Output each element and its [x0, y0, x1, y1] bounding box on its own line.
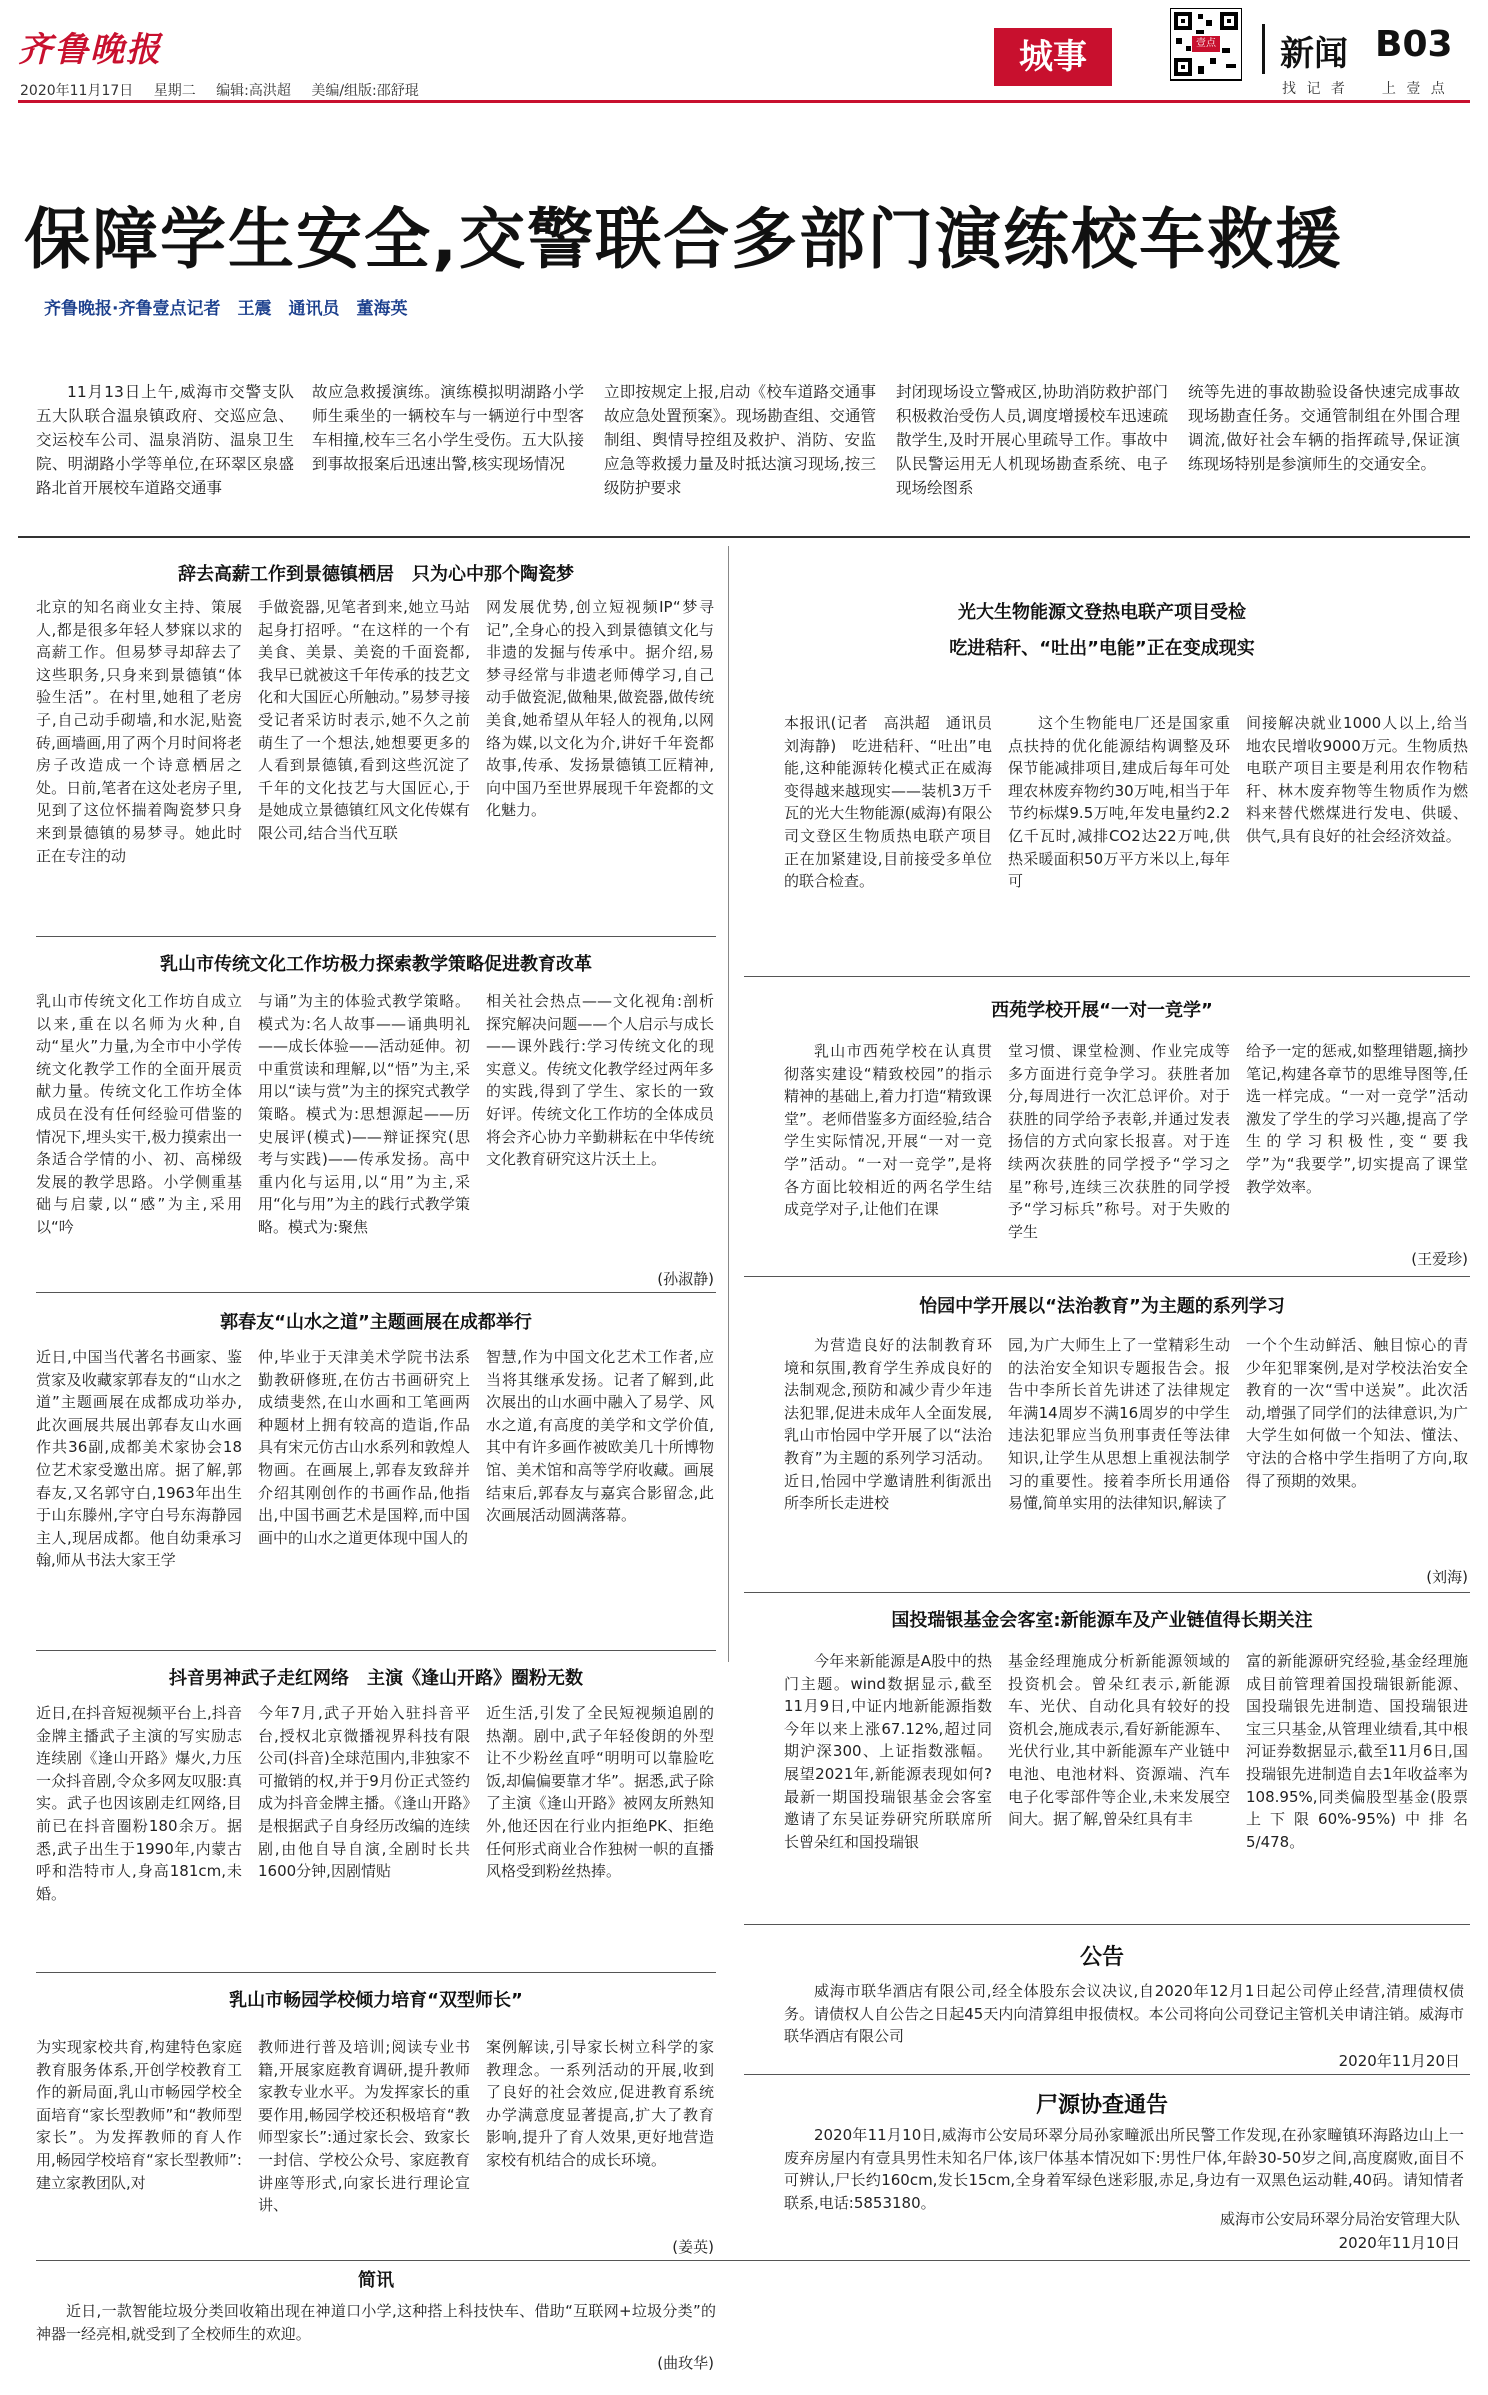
article-title: 光大生物能源文登热电联产项目受检 — [958, 602, 1246, 623]
notice-date: 2020年11月20日 — [1338, 2052, 1460, 2070]
notice-date: 2020年11月10日 — [1338, 2234, 1460, 2252]
lead-col-2: 故应急救援演练。演练模拟明湖路小学师生乘坐的一辆校车与一辆逆行中型客车相撞,校车三名小学生受伤。五大队接到事故报案后迅速出警,核实现场情况 — [312, 383, 584, 473]
section-tab: 城事 — [994, 28, 1112, 86]
article-col: 近日,在抖音短视频平台上,抖音金牌主播武子主演的写实励志连续剧《逢山开路》爆火,力压一众抖音剧,令众多网友叹服:真实。武子也因该剧走红网络,目前已在抖音圈粉180余万。据悉,武子出生于1990年,内蒙古呼和浩特市人,身高181cm,未婚。 — [36, 1704, 242, 1903]
article-col: 手做瓷器,见笔者到来,她立马站起身打招呼。“在这样的一个有美食、美景、美瓷的千面瓷都,我早已就被这千年传承的技艺文化和大国匠心所触动。”易梦寻接受记者采访时表示,她不久之前萌生了一个想法,她想要更多的人看到景德镇,看到这些沉淀了千年的文化技艺与大国匠心,于是她成立景德镇红风文化传媒有限公司,结合当代互联 — [258, 598, 470, 842]
article-subtitle: 吃进秸秆、“吐出”电能”正在变成现实 — [949, 638, 1255, 659]
notice-text: 威海市联华酒店有限公司,经全体股东会议决议,自2020年12月1日起公司停止经营,清理债权债务。请债权人自公告之日起45天内向清算组申报债权。本公司将向公司登记主管机关申请注销。威海市联华酒店有限公司 — [784, 1982, 1464, 2046]
article-title: 抖音男神武子走红网络 主演《逢山开路》圈粉无数 — [169, 1668, 583, 1689]
notice-text: 2020年11月10日,威海市公安局环翠分局孙家疃派出所民警工作发现,在孙家疃镇环海路边山上一废弃房屋内有壹具男性未知名尸体,该尸体基本情况如下:男性尸体,年龄30-50岁之间,高度腐败,面目不可辨认,尸长约160cm,发长15cm,全身着军绿色迷彩服,赤足,身边有一双黑色运动鞋,40码。请知情者联系,电话:5853180。 — [784, 2126, 1464, 2212]
lead-col-4: 封闭现场设立警戒区,协助消防救护部门积极救治受伤人员,调度增援校车迅速疏散学生,及时开展心里疏导工作。事故中队民警运用无人机现场勘查系统、电子现场绘图系 — [896, 383, 1168, 497]
article-col: 这个生物能电厂还是国家重点扶持的优化能源结构调整及环保节能减排项目,建成后每年可处理农林废弃物约30万吨,相当于年节约标煤9.5万吨,年发电量约2.2亿千瓦时,减排CO2达22万吨,供热采暖面积50万平方米以上,每年可 — [1008, 714, 1230, 891]
notice-title: 尸源协查通告 — [1035, 2093, 1168, 2118]
design-credit: 美编/组版:邵舒琨 — [311, 83, 419, 99]
article-col: 近生活,引发了全民短视频追剧的热潮。剧中,武子年轻俊朗的外型让不少粉丝直呼“明明可以靠脸吃饭,却偏偏要靠才华”。据悉,武子除了主演《逢山开路》被网友所熟知外,他还因在行业内拒绝PK、拒绝任何形式商业合作独树一帜的直播风格受到粉丝热捧。 — [486, 1704, 714, 1881]
reporter-tagline: 找 记 者 上 壹 点 — [1282, 81, 1448, 97]
article-title: 乳山市畅园学校倾力培育“双型师长” — [229, 1990, 523, 2011]
lead-headline: 保障学生安全,交警联合多部门演练校车救援 — [24, 201, 1344, 278]
article-col: 乳山市西苑学校在认真贯彻落实建设“精致校园”的指示精神的基础上,着力打造“精致课堂”。老师借鉴多方面经验,结合学生实际情况,开展“一对一竞学”活动。“一对一竞学”,是将各方面比较相近的两名学生结成竞学对子,让他们在课 — [784, 1042, 992, 1219]
article-signature: (刘海) — [1426, 1568, 1468, 1586]
qr-code-icon — [1170, 8, 1242, 94]
article-col: 给予一定的惩戒,如整理错题,摘抄笔记,构建各章节的思维导图等,任选一样完成。“一对一竞学”活动激发了学生的学习兴趣,提高了学生的学习积极性,变“要我学”为“我要学”,切实提高了课堂教学效率。 — [1246, 1042, 1468, 1196]
article-title: 西苑学校开展“一对一竞学” — [991, 1000, 1213, 1021]
lead-col-5: 统等先进的事故勘验设备快速完成事故现场勘查任务。交通管制组在外围合理调流,做好社会车辆的指挥疏导,保证演练现场特别是参演师生的交通安全。 — [1188, 383, 1460, 473]
article-col: 案例解读,引导家长树立科学的家教理念。一系列活动的开展,收到了良好的社会效应,促进教育系统办学满意度显著提高,扩大了教育影响,提升了育人效果,更好地营造家校有机结合的成长环境。 — [486, 2038, 714, 2169]
header-divider — [1262, 24, 1265, 74]
lead-byline: 齐鲁晚报·齐鲁壹点记者 王震 通讯员 董海英 — [44, 299, 408, 319]
article-rule — [36, 2260, 1470, 2261]
lead-bottom-rule — [18, 536, 1470, 538]
article-rule — [36, 1972, 716, 1973]
article-col: 为营造良好的法制教育环境和氛围,教育学生养成良好的法制观念,预防和减少青少年违法犯罪,促进未成年人全面发展,乳山市怡园中学开展了以“法治教育”为主题的系列学习活动。近日,怡园中学邀请胜利街派出所李所长走进校 — [784, 1336, 992, 1513]
article-col: 乳山市传统文化工作坊自成立以来,重在以名师为火种,自动“星火”力量,为全市中小学传统文化教学工作的全面开展贡献力量。传统文化工作坊全体成员在没有任何经验可借鉴的情况下,埋头实干,极力摸索出一条适合学情的小、初、高梯级发展的教学思路。小学侧重基础与启蒙,以“感”为主,采用以“吟 — [36, 992, 242, 1236]
article-rule — [36, 1292, 716, 1293]
article-title: 郭春友“山水之道”主题画展在成都举行 — [220, 1312, 532, 1333]
article-col: 为实现家校共育,构建特色家庭教育服务体系,开创学校教育工作的新局面,乳山市畅园学校全面培育“家长型教师”和“教师型家长”。为发挥教师的育人作用,畅园学校培育“家长型教师”:建立家教团队,对 — [36, 2038, 242, 2192]
article-signature: (曲玫华) — [657, 2354, 714, 2372]
column-divider — [728, 546, 729, 1662]
issue-date: 2020年11月17日 — [20, 83, 134, 99]
article-rule — [36, 1650, 716, 1651]
article-col: 本报讯(记者 高洪超 通讯员 刘海静) 吃进秸秆、“吐出”电能,这种能源转化模式正在威海变得越来越现实——装机3万千瓦的光大生物能源(威海)有限公司文登区生物质热电联产项目正在加紧建设,目前接受多单位的联合检查。 — [784, 714, 1008, 891]
article-col: 仲,毕业于天津美术学院书法系勤教研修班,在仿古书画研究上成绩斐然,在山水画和工笔画两种题材上拥有较高的造诣,作品具有宋元仿古山水系列和敦煌人物画。在画展上,郭春友致辞并介绍其刚创作的书画作品,他指出,中国书画艺术是国粹,而中国画中的山水之道更体现中国人的 — [258, 1348, 470, 1547]
article-signature: (姜英) — [672, 2238, 714, 2256]
article-title: 简讯 — [358, 2270, 394, 2291]
editor-credit: 编辑:高洪超 — [216, 83, 291, 99]
article-col: 与诵”为主的体验式教学策略。模式为:名人故事——诵典明礼——成长体验——活动延伸。初中重赏读和理解,以“悟”为主,采用以“读与赏”为主的探究式教学策略。模式为:思想源起——历史展评(模式)——辩证探究(思考与实践)——传承发扬。高中重内化与运用,以“用”为主,采用“化与用”为主的践行式教学策略。模式为:聚焦 — [258, 992, 470, 1236]
article-col: 今年来新能源是A股中的热门主题。wind数据显示,截至11月9日,中证内地新能源指数今年以来上涨67.12%,超过同期沪深300、上证指数涨幅。展望2021年,新能源表现如何?最新一期国投瑞银基金会客室邀请了东吴证券研究所联席所长曾朵红和国投瑞银 — [784, 1652, 992, 1851]
section-news-label: 新闻 — [1280, 34, 1348, 74]
article-col: 网发展优势,创立短视频IP“梦寻记”,全身心的投入到景德镇文化与非遗的发掘与传承中。据介绍,易梦寻经常与非遗老师傅学习,自己动手做瓷泥,做釉果,做瓷器,做传统美食,她希望从年轻人的视角,以网络为媒,以文化为介,讲好千年瓷都故事,传承、发扬景德镇工匠精神,向中国乃至世界展现千年瓷都的文化魅力。 — [486, 598, 714, 820]
article-rule — [744, 1924, 1470, 1925]
issue-weekday: 星期二 — [153, 83, 196, 99]
newspaper-logo: 齐鲁晚报 — [18, 30, 162, 70]
article-title: 乳山市传统文化工作坊极力探索教学策略促进教育改革 — [160, 954, 592, 975]
article-col: 相关社会热点——文化视角:剖析探究解决问题——个人启示与成长——课外践行:学习传统文化的现实意义。传统文化教学经过两年多的实践,得到了学生、家长的一致好评。传统文化工作坊的全体成员将会齐心协力辛勤耕耘在中华传统文化教育研究这片沃土上。 — [486, 992, 714, 1169]
masthead-rule — [18, 100, 1470, 103]
article-col: 北京的知名商业女主持、策展人,都是很多年轻人梦寐以求的高薪工作。但易梦寻却辞去了这些职务,只身来到景德镇“体验生活”。在村里,她租了老房子,自己动手砌墙,和水泥,贴瓷砖,画墙画,用了两个月时间将老房子改造成一个诗意栖居之处。日前,笔者在这处老房子里,见到了这位怀揣着陶瓷梦只身来到景德镇的易梦寻。她此时正在专注的动 — [36, 598, 242, 865]
article-col: 富的新能源研究经验,基金经理施成目前管理着国投瑞银新能源、国投瑞银先进制造、国投瑞银进宝三只基金,从管理业绩看,其中根河证券数据显示,截至11月6日,国投瑞银先进制造自去1年收益率为108.95%,同类偏股型基金(股票上下限60%-95%)中排名5/478。 — [1246, 1652, 1468, 1851]
article-col: 堂习惯、课堂检测、作业完成等多方面进行竞争学习。获胜者加分,每周进行一次汇总评价。对于获胜的同学给予表彰,并通过发表扬信的方式向家长报喜。对于连续两次获胜的同学授予“学习之星”称号,连续三次获胜的同学授予“学习标兵”称号。对于失败的学生 — [1008, 1042, 1230, 1241]
lead-col-1: 11月13日上午,威海市交警支队五大队联合温泉镇政府、交巡应急、交运校车公司、温泉消防、温泉卫生院、明湖路小学等单位,在环翠区泉盛路北首开展校车道路交通事 — [36, 383, 294, 497]
notice-title: 公告 — [1079, 1945, 1124, 1970]
issue-meta — [20, 80, 435, 100]
article-title: 怡园中学开展以“法治教育”为主题的系列学习 — [919, 1296, 1285, 1317]
article-rule — [744, 976, 1470, 977]
article-signature: (王爱珍) — [1411, 1250, 1468, 1268]
lead-col-3: 立即按规定上报,启动《校车道路交通事故应急处置预案》。现场勘查组、交通管制组、舆情导控组及救护、消防、安监应急等救援力量及时抵达演习现场,按三级防护要求 — [604, 383, 876, 497]
notice-org: 威海市公安局环翠分局治安管理大队 — [1219, 2210, 1460, 2228]
article-rule — [744, 1276, 1470, 1277]
article-signature: (孙淑静) — [657, 1270, 714, 1288]
brief-text: 近日,一款智能垃圾分类回收箱出现在神道口小学,这种搭上科技快车、借助“互联网+垃圾分类”的神器一经亮相,就受到了全校师生的欢迎。 — [36, 2302, 716, 2343]
article-title: 辞去高薪工作到景德镇栖居 只为心中那个陶瓷梦 — [178, 564, 574, 585]
article-title: 国投瑞银基金会客室:新能源车及产业链值得长期关注 — [891, 1610, 1313, 1631]
article-col: 近日,中国当代著名书画家、鉴赏家及收藏家郭春友的“山水之道”主题画展在成都成功举办,此次画展共展出郭春友山水画作共36副,成都美术家协会18位艺术家受邀出席。据了解,郭春友,又名郭守白,1963年出生于山东滕州,字守白号东海静园主人,现居成都。他自幼秉承习翰,师从书法大家王学 — [36, 1348, 242, 1570]
article-rule — [744, 1592, 1470, 1593]
article-col: 智慧,作为中国文化艺术工作者,应当将其继承发扬。记者了解到,此次展出的山水画中融入了易学、风水之道,有高度的美学和文学价值,其中有许多画作被欧美几十所博物馆、美术馆和高等学府收藏。画展结束后,郭春友与嘉宾合影留念,此次画展活动圆满落幕。 — [486, 1348, 714, 1525]
article-col: 间接解决就业1000人以上,给当地农民增收9000万元。生物质热电联产项目主要是利用农作物秸秆、林木废弃物等生物质作为燃料来替代燃煤进行发电、供暖、供气,具有良好的社会经济效益。 — [1246, 714, 1468, 845]
article-col: 基金经理施成分析新能源领域的投资机会。曾朵红表示,新能源车、光伏、自动化具有较好的投资机会,施成表示,看好新能源车、光伏行业,其中新能源车产业链中电池、电池材料、资源端、汽车电子化零部件等企业,未来发展空间大。据了解,曾朵红具有丰 — [1008, 1652, 1230, 1829]
article-rule — [744, 2074, 1470, 2075]
page-number: B03 — [1375, 24, 1453, 65]
qr-label: 壹点 — [1192, 36, 1220, 52]
article-rule — [36, 936, 716, 937]
article-col: 一个个生动鲜活、触目惊心的青少年犯罪案例,是对学校法治安全教育的一次“雪中送炭”。此次活动,增强了同学们的法律意识,为广大学生如何做一个知法、懂法、守法的合格中学生指明了方向,取得了预期的效果。 — [1246, 1336, 1468, 1490]
article-col: 园,为广大师生上了一堂精彩生动的法治安全知识专题报告会。报告中李所长首先讲述了法律规定年满14周岁不满16周岁的中学生违法犯罪应当负刑事责任等法律知识,让学生从思想上重视法制学习的重要性。接着李所长用通俗易懂,简单实用的法律知识,解读了 — [1008, 1336, 1230, 1513]
article-col: 今年7月,武子开始入驻抖音平台,授权北京微播视界科技有限公司(抖音)全球范围内,非独家不可撤销的权,并于9月份正式签约成为抖音金牌主播。《逢山开路》是根据武子自身经历改编的连续剧,由他自导自演,全剧时长共1600分钟,因剧情贴 — [258, 1704, 470, 1881]
article-col: 教师进行普及培训;阅读专业书籍,开展家庭教育调研,提升教师家教专业水平。为发挥家长的重要作用,畅园学校还积极培育“教师型家长”:通过家长会、致家长一封信、学校公众号、家庭教育讲座等形式,向家长进行理论宣讲、 — [258, 2038, 470, 2215]
